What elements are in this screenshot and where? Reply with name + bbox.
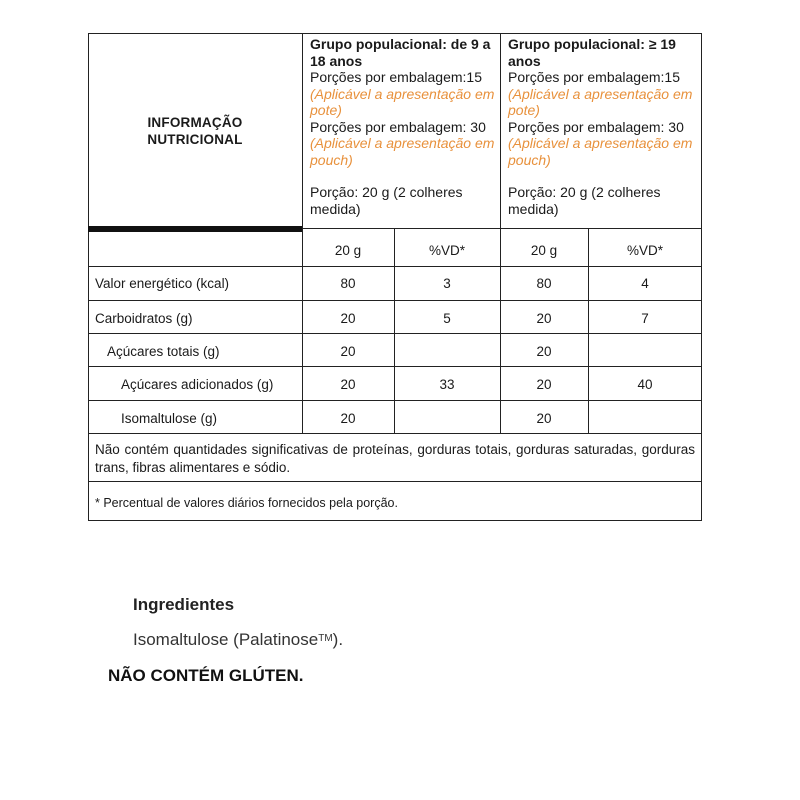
group-1-title: Grupo populacional: de 9 a 18 anos <box>310 36 491 69</box>
cell-carbs-g1-vd: 5 <box>443 311 451 326</box>
group-2-serving: Porção: 20 g (2 colheres medida) <box>508 184 661 217</box>
cell-energy-g2-vd: 4 <box>641 276 649 291</box>
cell-total-sugars-g2-amount: 20 <box>536 344 552 359</box>
cell-energy-g2-amount: 80 <box>536 276 552 291</box>
divider-v-g2 <box>588 228 589 433</box>
ingredients-text: Isomaltulose (Palatinose™). <box>133 630 344 649</box>
cell-added-sugars-g2-amount: 20 <box>536 377 552 392</box>
cell-isomaltulose-g1-amount: 20 <box>340 411 356 426</box>
group-1-serving: Porção: 20 g (2 colheres medida) <box>310 184 463 217</box>
nutrition-note: Não contém quantidades significativas de proteínas, gorduras totais, gorduras saturadas, gorduras trans, fibras alimentares e sódio. <box>95 442 695 475</box>
group-2-pote-note: (Aplicável a apresentação em pote) <box>508 85 693 118</box>
divider-h-row4 <box>88 400 702 401</box>
col-header-g1-vd: %VD* <box>428 243 465 258</box>
divider-h-row3 <box>88 366 702 367</box>
group-1-header <box>310 36 498 217</box>
col-header-g1-amount: 20 g <box>334 243 362 258</box>
cell-isomaltulose-g2-amount: 20 <box>536 411 552 426</box>
trademark-symbol: TM <box>318 633 333 644</box>
cell-carbs-g2-amount: 20 <box>536 311 552 326</box>
divider-h-note <box>88 481 702 482</box>
row-label-energy: Valor energético (kcal) <box>95 276 230 291</box>
divider-h-row2 <box>88 333 702 334</box>
ingredients-title: Ingredientes <box>133 595 235 614</box>
group-2-pouch-note: (Aplicável a apresentação em pouch) <box>508 135 693 168</box>
cell-energy-g1-amount: 80 <box>340 276 356 291</box>
table-title: INFORMAÇÃO NUTRICIONAL <box>147 114 243 147</box>
col-header-g2-amount: 20 g <box>530 243 558 258</box>
ingredients-panel <box>80 575 510 720</box>
group-2-header <box>508 36 696 217</box>
group-1-portions-pouch: Porções por embalagem: 30 (Aplicável a apresentação em pouch) <box>310 118 495 168</box>
divider-h-header <box>302 228 702 229</box>
divider-h-colhead <box>88 266 702 267</box>
cell-carbs-g1-amount: 20 <box>340 311 356 326</box>
group-1-portions-pote: Porções por embalagem:15 (Aplicável a apresentação em pote) <box>310 69 495 118</box>
row-label-isomaltulose: Isomaltulose (g) <box>121 411 218 426</box>
cell-total-sugars-g1-amount: 20 <box>340 344 356 359</box>
divider-h-row5 <box>88 433 702 434</box>
thick-bar <box>88 226 302 232</box>
row-label-added-sugars: Açúcares adicionados (g) <box>121 377 274 392</box>
divider-v-groups <box>500 33 501 433</box>
group-2-portions-pouch: Porções por embalagem: 30 (Aplicável a apresentação em pouch) <box>508 118 693 168</box>
group-2-title: Grupo populacional: ≥ 19 anos <box>508 36 676 69</box>
group-1-pouch-note: (Aplicável a apresentação em pouch) <box>310 135 495 168</box>
cell-added-sugars-g2-vd: 40 <box>637 377 653 392</box>
cell-carbs-g2-vd: 7 <box>641 311 649 326</box>
group-2-portions-pote: Porções por embalagem:15 (Aplicável a apresentação em pote) <box>508 69 693 118</box>
cell-added-sugars-g1-vd: 33 <box>439 377 455 392</box>
cell-added-sugars-g1-amount: 20 <box>340 377 356 392</box>
divider-v-label <box>302 33 303 433</box>
vd-footnote: * Percentual de valores diários fornecidos pela porção. <box>95 496 398 510</box>
divider-v-g1 <box>394 228 395 433</box>
row-label-carbs: Carboidratos (g) <box>95 311 193 326</box>
row-label-total-sugars: Açúcares totais (g) <box>107 344 220 359</box>
divider-h-row1 <box>88 300 702 301</box>
nutrition-table <box>88 33 702 521</box>
group-1-pote-note: (Aplicável a apresentação em pote) <box>310 85 495 118</box>
col-header-g2-vd: %VD* <box>626 243 663 258</box>
cell-energy-g1-vd: 3 <box>443 276 451 291</box>
gluten-warning: NÃO CONTÉM GLÚTEN. <box>108 666 304 685</box>
